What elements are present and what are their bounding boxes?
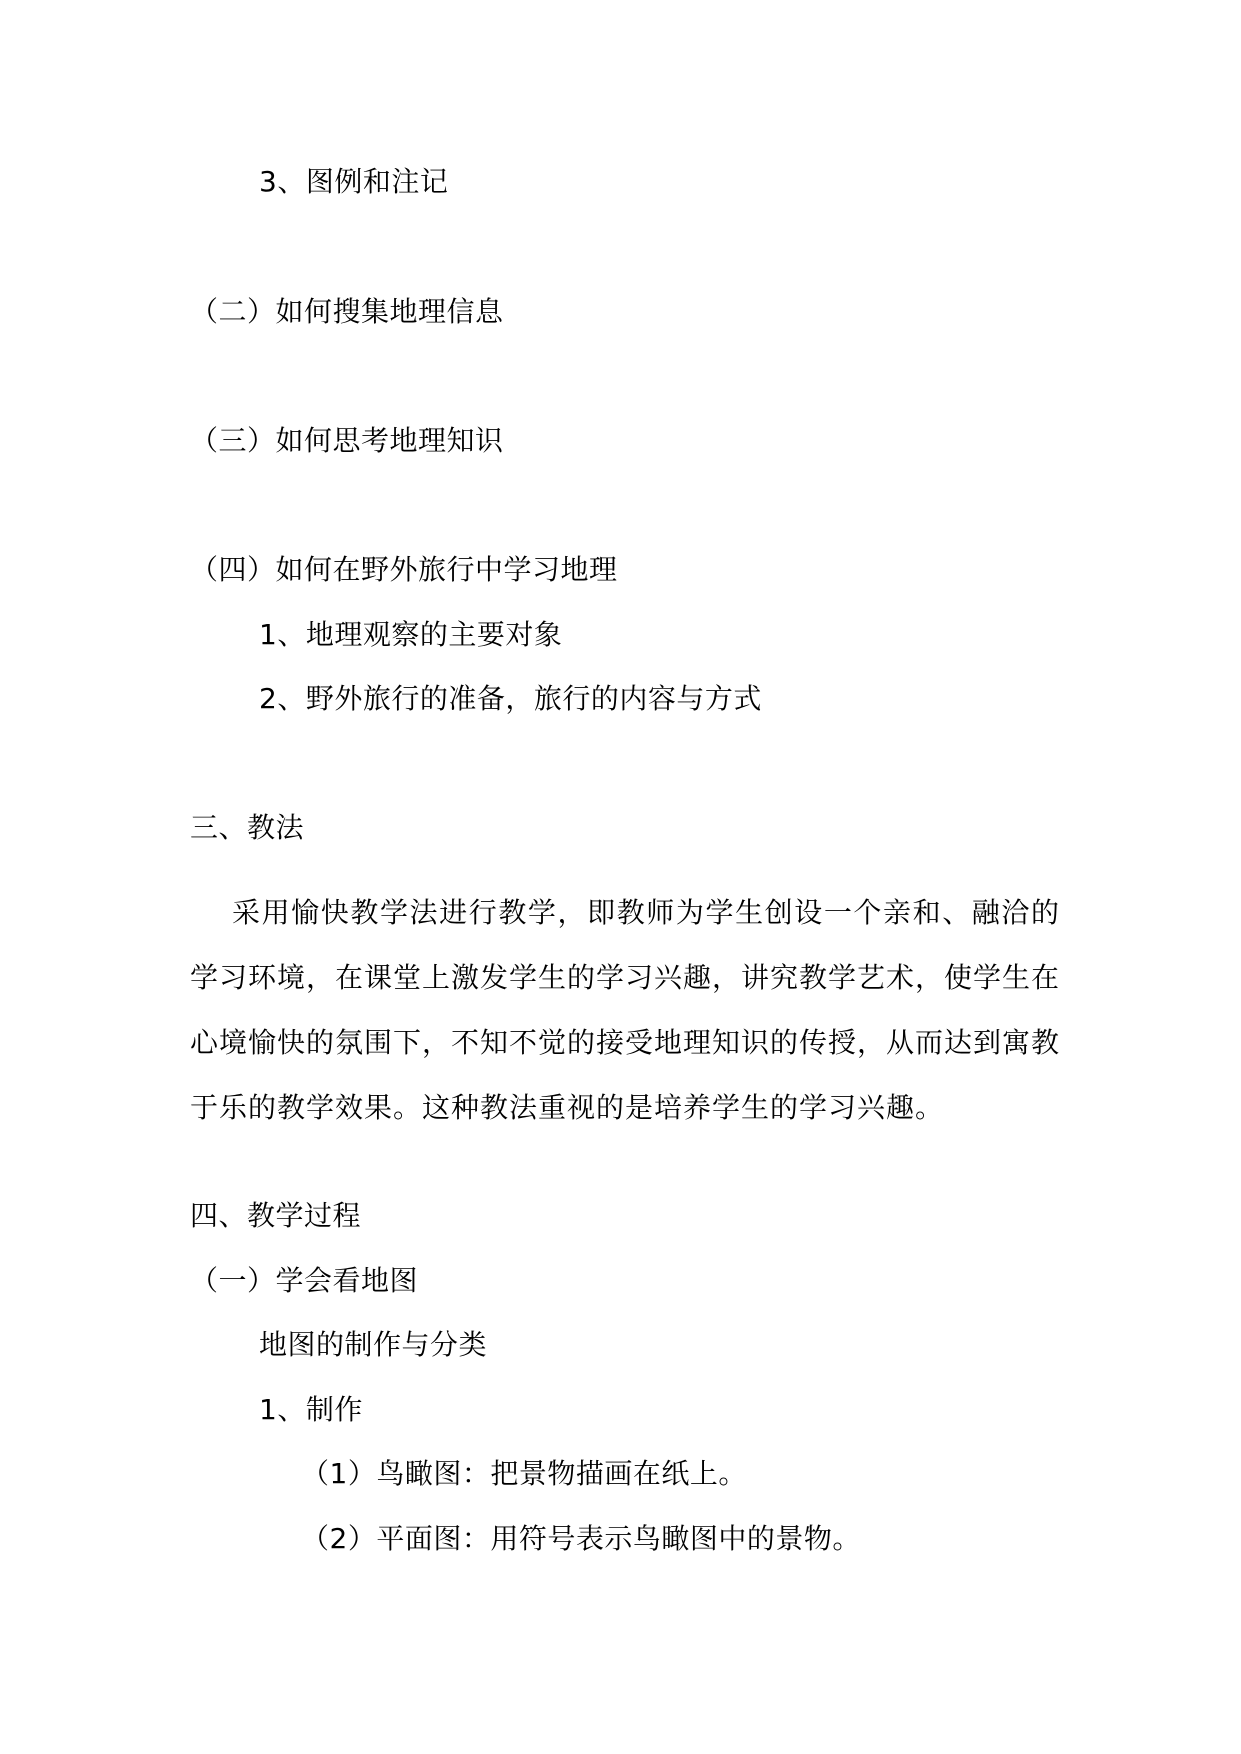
section-field-trip-learning: （四）如何在野外旅行中学习地理 <box>190 553 618 586</box>
section-think-geo-knowledge: （三）如何思考地理知识 <box>190 424 504 457</box>
heading-teaching-method: 三、教法 <box>190 811 305 844</box>
item-plan-map: （2）平面图：用符号表示鸟瞰图中的景物。 <box>301 1522 861 1555</box>
item-trip-preparation: 2、野外旅行的准备，旅行的内容与方式 <box>259 682 762 715</box>
paragraph-teaching-method: 采用愉快教学法进行教学，即教师为学生创设一个亲和、融洽的学习环境，在课堂上激发学生的学习兴趣，讲究教学艺术，使学生在心境愉快的氛围下，不知不觉的接受地理知识的传授，从而达到寓教于乐的教学效果。这种教法重视的是培养学生的学习兴趣。 <box>190 896 1061 1124</box>
section-learn-read-map: （一）学会看地图 <box>190 1264 419 1297</box>
item-observation-objects: 1、地理观察的主要对象 <box>259 618 563 651</box>
item-making: 1、制作 <box>259 1393 363 1426</box>
section-collect-geo-info: （二）如何搜集地理信息 <box>190 295 504 328</box>
item-legend-and-annotation: 3、图例和注记 <box>259 165 449 198</box>
item-map-making-classification: 地图的制作与分类 <box>259 1328 488 1361</box>
heading-teaching-process: 四、教学过程 <box>190 1199 362 1232</box>
item-birdseye-view: （1）鸟瞰图：把景物描画在纸上。 <box>301 1457 747 1490</box>
